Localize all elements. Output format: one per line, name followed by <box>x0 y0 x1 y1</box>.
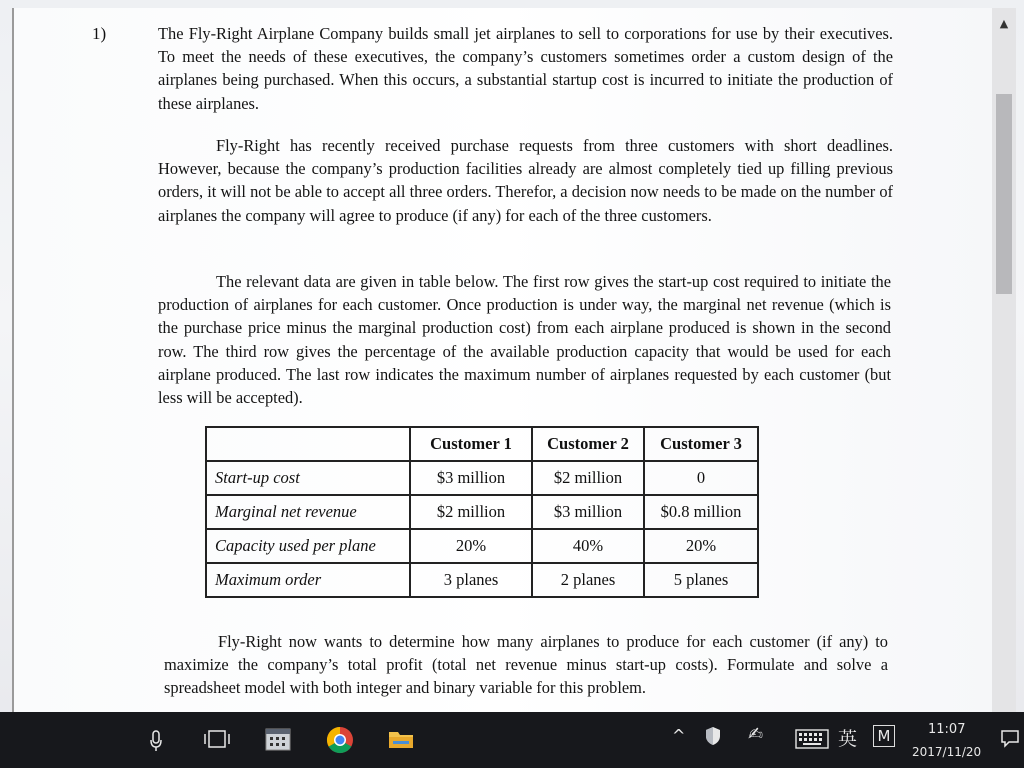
table-cell: 20% <box>410 529 532 563</box>
customer-data-table <box>205 426 759 598</box>
table-cell: 2 planes <box>532 563 644 597</box>
table-cell: $2 million <box>410 495 532 529</box>
ime-language-indicator[interactable]: 英 <box>838 728 858 750</box>
question-number: 1) <box>92 24 107 43</box>
table-cell: 20% <box>644 529 758 563</box>
ime-mode-indicator[interactable]: M <box>873 725 895 747</box>
scroll-thumb[interactable] <box>996 94 1012 294</box>
vertical-scrollbar[interactable] <box>992 8 1016 712</box>
show-hidden-icons-chevron-icon[interactable]: ^ <box>672 726 686 745</box>
scroll-up-arrow-icon[interactable]: ▲ <box>999 17 1009 30</box>
action-center-icon[interactable] <box>1000 728 1020 748</box>
table-cell: $2 million <box>532 461 644 495</box>
table-row <box>206 529 758 563</box>
paragraph-requests: Fly-Right has recently received purchase requests from three customers with short deadlines. However, because the company’s production facilities already are almost completely tied up filling previous orders, it will not be able to accept all three orders. Therefor, a decision now needs to be made on the number of airplanes the company will agree to produce (if any) for each of the three customers. <box>158 136 893 225</box>
table-row <box>206 461 758 495</box>
table-header-customer-2: Customer 2 <box>532 427 644 461</box>
row-label-marginal-net-revenue: Marginal net revenue <box>206 495 410 529</box>
table-cell: $0.8 million <box>644 495 758 529</box>
row-label-capacity-used: Capacity used per plane <box>206 529 410 563</box>
table-header-row <box>206 427 758 461</box>
row-label-maximum-order: Maximum order <box>206 563 410 597</box>
paragraph-task: Fly-Right now wants to determine how many airplanes to produce for each customer (if any) to maximize the company’s total profit (total net revenue minus start-up costs). Formulate and solve a spreadsheet model with both integer and binary variable for this problem. <box>164 632 888 698</box>
defender-shield-icon[interactable] <box>705 726 721 746</box>
table-cell: 3 planes <box>410 563 532 597</box>
pen-ink-icon[interactable]: ✍ <box>748 724 764 745</box>
chrome-icon[interactable] <box>326 726 354 754</box>
calendar-app-icon[interactable] <box>264 726 292 752</box>
table-cell: $3 million <box>532 495 644 529</box>
taskbar <box>0 712 1024 768</box>
table-cell: $3 million <box>410 461 532 495</box>
clock-date[interactable]: 2017/11/20 <box>912 745 982 759</box>
file-explorer-icon[interactable] <box>387 728 415 750</box>
row-label-startup-cost: Start-up cost <box>206 461 410 495</box>
table-row <box>206 563 758 597</box>
task-view-icon[interactable] <box>203 728 231 750</box>
paragraph-data-description: The relevant data are given in table below. The first row gives the start-up cost required to initiate the production of airplanes for each customer. Once production is under way, the marginal net revenue (which is the purchase price minus the marginal production cost) from each airplane produced is shown in the second row. The third row gives the percentage of the available production capacity that would be used for each airplane produced. The last row indicates the maximum number of airplanes requested by each customer (but less will be accepted). <box>158 272 891 408</box>
table-cell: 40% <box>532 529 644 563</box>
touch-keyboard-icon[interactable] <box>795 729 829 749</box>
table-row <box>206 495 758 529</box>
table-header-customer-1: Customer 1 <box>410 427 532 461</box>
clock-time[interactable]: 11:07 <box>928 722 966 737</box>
microphone-icon[interactable] <box>150 730 162 752</box>
paragraph-intro: The Fly-Right Airplane Company builds small jet airplanes to sell to corporations for use by their executives. To meet the needs of these executives, the company’s customers sometimes order a custom design of the airplanes being purchased. When this occurs, a substantial startup cost is incurred to initiate the production of these airplanes. <box>158 24 893 113</box>
table-cell: 5 planes <box>644 563 758 597</box>
table-header-blank <box>206 427 410 461</box>
table-header-customer-3: Customer 3 <box>644 427 758 461</box>
table-cell: 0 <box>644 461 758 495</box>
